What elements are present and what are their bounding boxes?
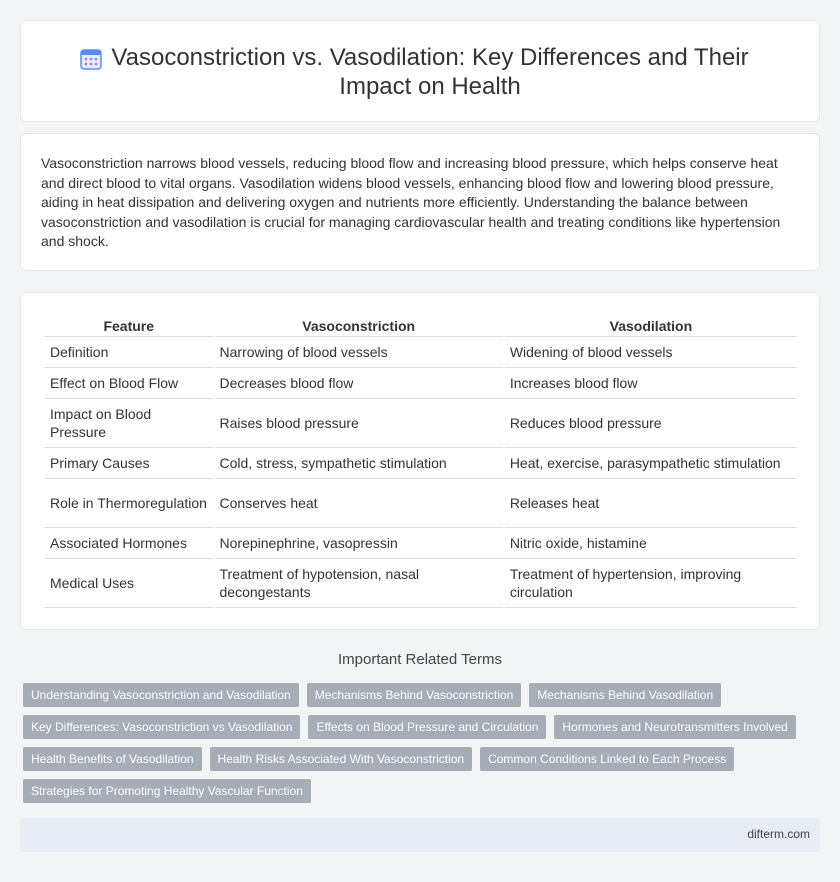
vasoconstriction-cell: Norepinephrine, vasopressin	[215, 528, 503, 559]
related-term-tag[interactable]: Mechanisms Behind Vasoconstriction	[307, 683, 522, 707]
table-row	[45, 399, 797, 448]
header-card	[20, 20, 820, 122]
feature-cell: Associated Hormones	[45, 528, 213, 559]
feature-cell: Medical Uses	[45, 559, 213, 608]
feature-cell: Effect on Blood Flow	[45, 368, 213, 399]
related-term-tag[interactable]: Key Differences: Vasoconstriction vs Vasodilation	[23, 715, 300, 739]
header-vasodilation: Vasodilation	[505, 315, 797, 337]
related-terms-title: Important Related Terms	[338, 651, 502, 668]
vasodilation-cell: Reduces blood pressure	[505, 399, 797, 448]
site-link[interactable]: difterm.com	[747, 827, 810, 841]
related-term-tag[interactable]: Mechanisms Behind Vasodilation	[529, 683, 721, 707]
vasoconstriction-cell: Cold, stress, sympathetic stimulation	[215, 448, 503, 479]
vasodilation-cell: Widening of blood vessels	[505, 337, 797, 368]
intro-paragraph: Vasoconstriction narrows blood vessels, reducing blood flow and increasing blood pressure, which helps conserve heat and direct blood to vital organs. Vasodilation widens blood vessels, enhancing blood flow and lowering blood pressure, aiding in heat dissipation and delivering oxygen and nutrients more efficiently. Understanding the balance between vasoconstriction and vasodilation is crucial for managing cardiovascular health and treating conditions like hypertension and shock.	[41, 155, 781, 249]
footer	[20, 818, 820, 852]
table-row	[45, 479, 797, 528]
table-header-row	[45, 315, 797, 337]
vasoconstriction-cell: Narrowing of blood vessels	[215, 337, 503, 368]
table-row	[45, 368, 797, 399]
page-title-line-1: Vasoconstriction vs. Vasodilation: Key Differences and Their	[111, 44, 749, 71]
page-title	[81, 43, 779, 101]
table-row	[45, 448, 797, 479]
related-term-tag[interactable]: Understanding Vasoconstriction and Vasodilation	[23, 683, 299, 707]
vasodilation-cell: Treatment of hypertension, improving circulation	[505, 559, 797, 608]
tag-row	[23, 715, 803, 739]
vasodilation-cell: Releases heat	[505, 479, 797, 528]
vasoconstriction-cell: Raises blood pressure	[215, 399, 503, 448]
header-vasoconstriction: Vasoconstriction	[215, 315, 503, 337]
intro-card	[20, 133, 820, 271]
table-row	[45, 528, 797, 559]
related-term-tag[interactable]: Health Risks Associated With Vasoconstriction	[210, 747, 473, 771]
feature-cell: Primary Causes	[45, 448, 213, 479]
vasoconstriction-cell: Conserves heat	[215, 479, 503, 528]
related-term-tag[interactable]: Common Conditions Linked to Each Process	[480, 747, 734, 771]
feature-cell: Definition	[45, 337, 213, 368]
table-row	[45, 559, 797, 608]
header-feature: Feature	[45, 315, 213, 337]
related-term-tag[interactable]: Effects on Blood Pressure and Circulation	[308, 715, 546, 739]
comparison-table	[43, 315, 799, 608]
table-row	[45, 337, 797, 368]
vasodilation-cell: Heat, exercise, parasympathetic stimulation	[505, 448, 797, 479]
feature-cell: Role in Thermoregulation	[45, 479, 213, 528]
page-title-line-2: Impact on Health	[339, 73, 521, 100]
tag-row	[23, 683, 803, 707]
feature-cell: Impact on Blood Pressure	[45, 399, 213, 448]
vasoconstriction-cell: Decreases blood flow	[215, 368, 503, 399]
vasodilation-cell: Increases blood flow	[505, 368, 797, 399]
vasodilation-cell: Nitric oxide, histamine	[505, 528, 797, 559]
related-term-tag[interactable]: Strategies for Promoting Healthy Vascular Function	[23, 779, 311, 803]
related-term-tag[interactable]: Hormones and Neurotransmitters Involved	[554, 715, 795, 739]
tag-row	[23, 747, 803, 771]
related-terms-list	[23, 683, 803, 811]
vasoconstriction-cell: Treatment of hypotension, nasal decongestants	[215, 559, 503, 608]
related-term-tag[interactable]: Health Benefits of Vasodilation	[23, 747, 202, 771]
tag-row	[23, 779, 803, 803]
comparison-table-card	[20, 292, 820, 630]
